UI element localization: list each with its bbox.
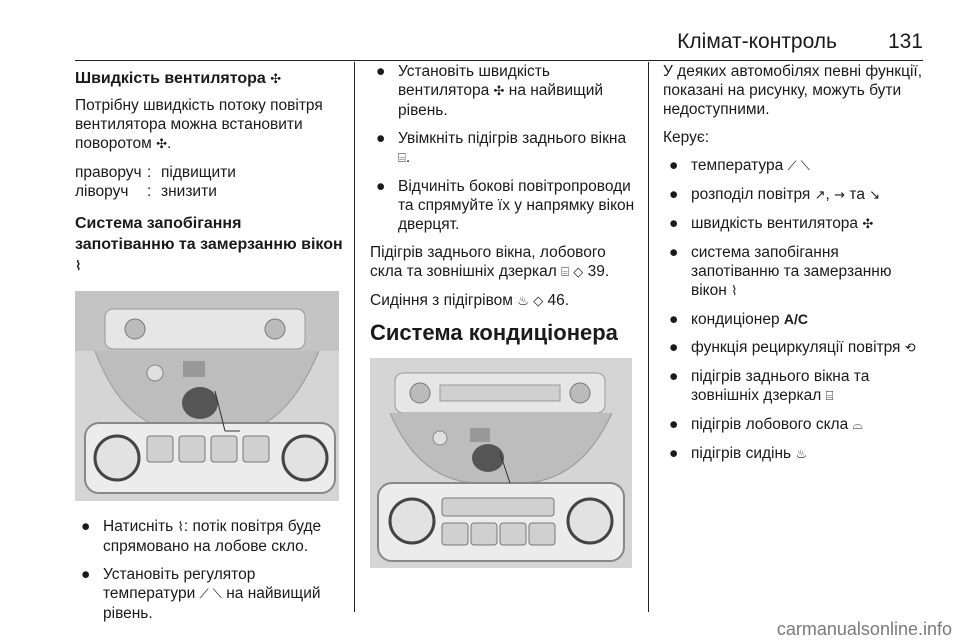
paragraph-intro: У деяких автомобілях певні функції, показані на рисунку, можуть бути недоступними. [663, 63, 923, 118]
figure-ac-panel-photo [370, 358, 632, 568]
fan-icon: ✣ [270, 72, 282, 87]
column-1 [75, 62, 343, 632]
list-item: ● Увімкніть підігрів заднього вікна ⌸. [376, 130, 627, 166]
page-title: Клімат-контроль [677, 30, 837, 53]
list-item: ● підігрів сидінь ♨ [669, 445, 808, 462]
air-distribution-windscreen-icon: ↗ [814, 188, 826, 203]
page-number: 131 [887, 30, 923, 53]
list-item: ● система запобігання запотіванню та замерзанню вікон ⌇ [669, 244, 892, 299]
page-header [75, 26, 923, 61]
page-reference-icon: ◇ [533, 294, 544, 309]
fan-icon: ✣ [862, 217, 874, 232]
heated-seat-icon: ♨ [795, 447, 808, 462]
column-2 [370, 62, 638, 568]
list-item: ● температура ⟋ ⟍ [669, 157, 810, 174]
column-divider-1 [354, 62, 355, 612]
list-item: ● кондиціонер A/C [669, 311, 809, 328]
table-row: ліворуч : знизити [75, 183, 217, 200]
paragraph-heated-seats: Сидіння з підігрівом ♨ ◇ 46. [370, 292, 570, 309]
column-3 [663, 62, 925, 473]
list-item: ● функція рециркуляції повітря ⟲ [669, 339, 916, 356]
heated-seat-icon: ♨ [517, 294, 529, 309]
heading-ac-system: Система кондиціонера [370, 320, 618, 345]
list-item: ● Натисніть ⌇: потік повітря буде спрямовано на лобове скло. [81, 518, 322, 555]
paragraph-fan: Потрібну швидкість потоку повітря вентилятора можна встановити поворотом ✣. [75, 97, 323, 152]
page-reference-icon: ◇ [573, 265, 584, 280]
list-item: ● Установіть регулятор температури ⟋ ⟍ на найвищий рівень. [81, 566, 321, 622]
paragraph-heated-windows: Підігрів заднього вікна, лобового скла та зовнішніх дзеркал ⌸ ◇ 39. [370, 244, 610, 280]
rear-defrost-icon: ⌸ [398, 151, 406, 166]
max-defrost-icon: ⌇ [731, 284, 738, 299]
fan-icon: ✣ [156, 137, 168, 152]
controls-label: Керує: [663, 129, 710, 146]
heading-defrost: Система запобігання запотіванню та замерзанню вікон ⌇ [75, 215, 343, 274]
list-item: ● розподіл повітря ↗, → та ↘ [669, 186, 881, 203]
air-recirculation-icon: ⟲ [904, 341, 916, 356]
list-item: ● швидкість вентилятора ✣ [669, 215, 874, 232]
temperature-knob-icon: ⟋ ⟍ [199, 587, 222, 602]
fan-icon: ✣ [493, 84, 505, 99]
front-defrost-icon: ⌇ [177, 520, 184, 535]
list-item: ● підігрів лобового скла ⌓ [669, 416, 863, 433]
controls-list [663, 156, 925, 464]
front-defrost-icon: ⌇ [75, 259, 82, 274]
list-item: ● Відчиніть бокові повітропроводи та спрямуйте їх у напрямку вікон дверцят. [376, 178, 635, 233]
list-item: ● Установіть швидкість вентилятора ✣ на найвищий рівень. [376, 63, 604, 119]
ac-label: A/C [783, 311, 809, 327]
rear-defrost-icon: ⌸ [825, 389, 834, 404]
column-divider-2 [648, 62, 649, 612]
rear-defrost-icon: ⌸ [561, 265, 569, 280]
watermark: carmanualsonline.info [776, 619, 952, 639]
table-row: праворуч : підвищити [75, 164, 236, 181]
air-distribution-face-icon: → [834, 188, 846, 203]
air-distribution-feet-icon: ↘ [869, 188, 881, 203]
figure-console-photo [75, 291, 339, 501]
heated-windscreen-icon: ⌓ [852, 418, 863, 433]
bullet-list-2 [370, 62, 638, 234]
temperature-knob-icon: ⟋ ⟍ [787, 159, 810, 174]
bullet-list-1 [75, 517, 343, 623]
heading-fan-speed: Швидкість вентилятора ✣ [75, 70, 282, 87]
list-item: ● підігрів заднього вікна та зовнішніх дзеркал ⌸ [669, 368, 870, 404]
